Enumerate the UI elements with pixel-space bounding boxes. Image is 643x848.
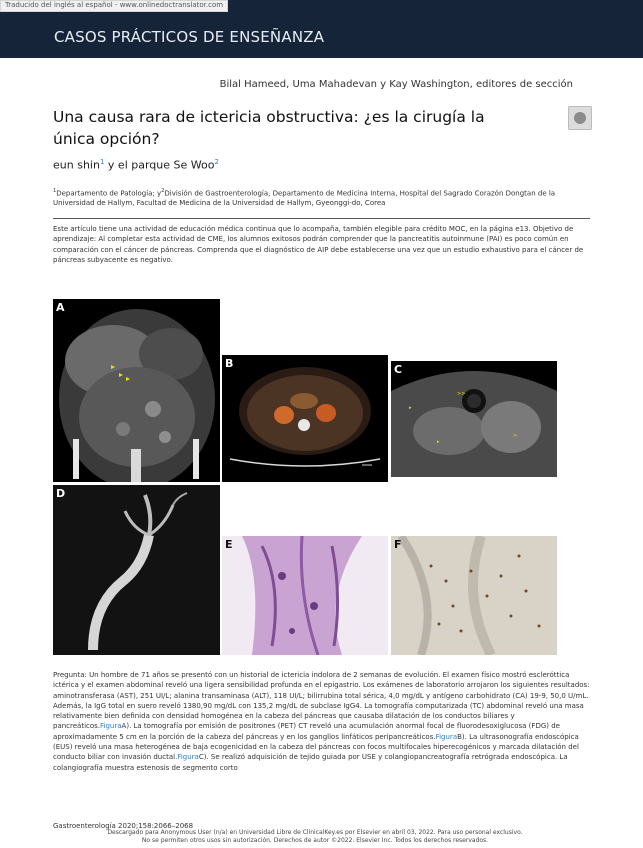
divider (53, 218, 590, 219)
case-question (53, 670, 590, 773)
cme-abstract: Este artículo tiene una actividad de educación médica continua que lo acompaña, también elegible para crédito MOC, en la página e13. Objetivo de aprendizaje: Al completar esta actividad de CME, los alumnos exitosos podrán comprender que la pancreatitis autoinmune (PAI) es poco común en comparación con el cáncer de páncreas. Comprenda que el diagnóstico de AIP debe establecerse una vez que un estudio exhaustivo para el cáncer de páncreas subyacente es negativo. (53, 225, 584, 264)
panel-label-d: D (56, 487, 66, 500)
affil-mark-1: 1 (53, 188, 57, 194)
figure-panel-a-ct (53, 299, 220, 482)
body-paragraph-4: C). Se realizó adquisición de tejido guiada por USE y colangiopancreatografía retrógrada endoscópica. La colangiografía muestra estenosis de segmento corto (53, 753, 568, 772)
figure-panel-d-ercp (53, 485, 220, 655)
affil-1: Departamento de Patología; y (56, 189, 162, 198)
article-title: Una causa rara de ictericia obstructiva: ¿es la cirugía la única opción? (53, 108, 485, 148)
panel-label-f: F (394, 538, 402, 551)
igg4-ihc-image (391, 536, 557, 655)
eus-image (391, 361, 557, 477)
svg-text:>: > (513, 433, 518, 439)
svg-text:>>: >> (457, 391, 466, 397)
panel-label-e: E (225, 538, 233, 551)
affil-mark-2: 2 (161, 188, 165, 194)
author-list (53, 158, 219, 172)
figure-panel-e-histology (222, 536, 388, 655)
section-title: CASOS PRÁCTICOS DE ENSEÑANZA (54, 28, 325, 46)
figure-link-b[interactable]: Figura (435, 732, 458, 741)
body-paragraph-3: B). La ultrasonografía endoscópica (EUS) reveló una masa heterogénea de baja ecogenicidad en la cabeza del páncreas con focos multifocales hiperecogénicos y marcada dilatación del conducto biliar con invasión ductal. (53, 732, 579, 762)
figure-panel-c-eus (391, 361, 557, 477)
journal-citation: Gastroenterología 2020;158:2066–2068 (53, 822, 194, 830)
crossmark-logo-icon[interactable] (568, 106, 592, 130)
svg-text:▸: ▸ (409, 405, 412, 411)
body-paragraph-2: A). La tomografía por emisión de positrones (PET) CT reveló una acumulación anormal focal de fluorodesoxiglucosa (FDG) de aproximadamente 5 cm en la porción de la cabeza del páncreas y en los ganglios linfáticos peripancreáticos. (53, 722, 560, 741)
panel-label-b: B (225, 357, 234, 370)
author-2[interactable]: y el parque Se Woo (107, 158, 215, 172)
pet-image (222, 355, 388, 482)
affil-2: División de Gastroenterología, Departamento de Medicina Interna, Hospital del Sagrado Corazón Dongtan de la Universidad de Hallym, Facultad de Medicina de la Universidad de Hallym, Gyeonggi-do, Corea (53, 189, 556, 208)
panel-label-a: A (56, 301, 65, 314)
figure-link-a[interactable]: Figura (100, 722, 122, 731)
translation-banner[interactable]: Traducido del inglés al español - www.onlinedoctranslator.com (0, 0, 228, 12)
author-1-affil: 1 (99, 158, 105, 166)
figure-link-c[interactable]: Figura (177, 753, 199, 762)
figure-panel-b-pet (222, 355, 388, 482)
body-paragraph-1: Pregunta: Un hombre de 71 años se presentó con un historial de ictericia indolora de 2 semanas de evolución. El examen físico mostró escleróttica ictérica y el examen abdominal reveló una ligera sensibilidad profunda en el epigastrio. Los exámenes de laboratorio arrojaron los siguientes resultados: aminotransferasa (AST), 251 UI/L; alanina transaminasa (ALT), 118 UI/L; bilirrubina total sérica, 4,0 mg/dL y antígeno carbohidrato (CA) 19-9, 50,0 U/mL. Además, la IgG total en suero reveló 1380,90 mg/dL con 135,2 mg/dL de subclase IgG4. La tomografía computarizada (TC) abdominal reveló una masa relativamente bien definida con densidad homogénea en la cabeza del páncreas que causaba dilatación de los conductos biliares y pancreáticos. (53, 671, 590, 731)
author-1[interactable]: eun shin (53, 158, 100, 172)
ct-image (53, 299, 220, 482)
svg-text:▸: ▸ (437, 439, 440, 445)
figure-panel-f-ihc (391, 536, 557, 655)
author-2-affil: 2 (214, 158, 219, 166)
download-notice: Descargado para Anonymous User (n/a) en Universidad Libre de ClinicalKey.es por Elsevier en abril 03, 2022. Para uso personal exclusivo. No se permiten otros usos sin autorización. Derechos de autor ©2022. Elsevier Inc. Todos los derechos reservados. (107, 829, 523, 844)
he-histology-image (222, 536, 388, 655)
section-editors: Bilal Hameed, Uma Mahadevan y Kay Washington, editores de sección (219, 79, 573, 90)
cholangiogram-image (53, 485, 220, 655)
panel-label-c: C (394, 363, 403, 376)
affiliations (53, 186, 593, 208)
